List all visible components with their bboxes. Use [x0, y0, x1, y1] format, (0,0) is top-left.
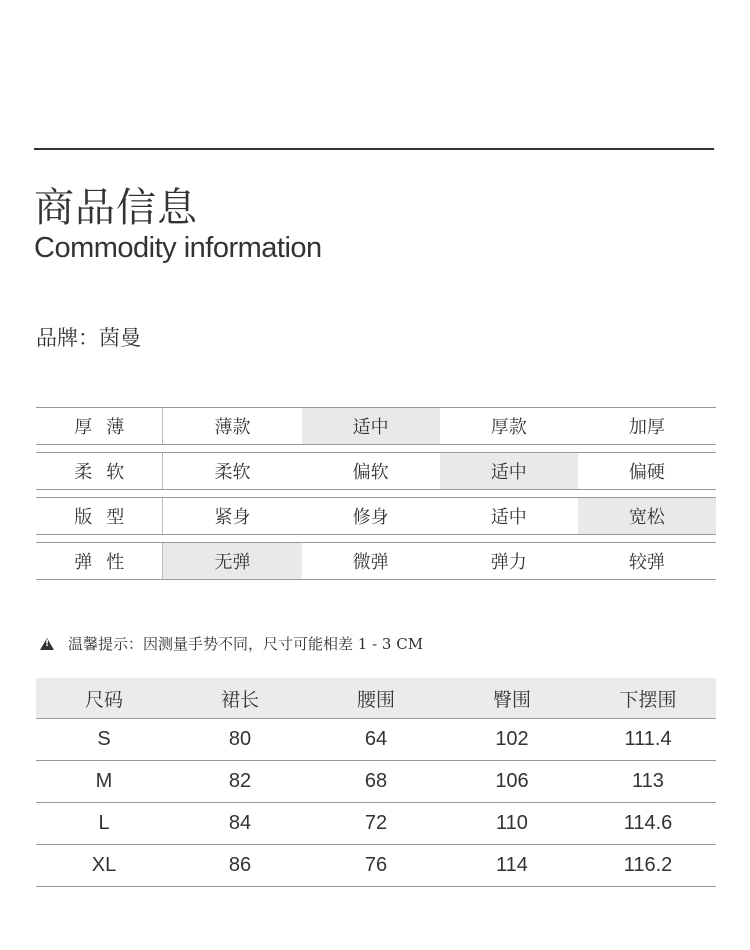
- attribute-option: 偏软: [352, 462, 389, 483]
- table-cell: 68: [308, 761, 444, 803]
- table-cell: 72: [308, 803, 444, 845]
- column-header: 裙长: [172, 678, 308, 719]
- table-cell: S: [36, 719, 172, 761]
- table-cell: 80: [172, 719, 308, 761]
- table-row: [36, 803, 716, 845]
- notice-text: 温馨提示：因测量手势不同，尺寸可能相差 1 - 3 CM: [68, 635, 424, 653]
- table-row: [36, 719, 716, 761]
- attribute-option: 适中: [490, 507, 527, 528]
- column-header: 尺码: [36, 678, 172, 719]
- table-cell: 64: [308, 719, 444, 761]
- attribute-option: 偏硬: [628, 462, 665, 483]
- attribute-option: 无弹: [163, 543, 301, 579]
- table-row: [36, 761, 716, 803]
- table-cell: 114.6: [580, 803, 716, 845]
- table-row: [36, 845, 716, 887]
- attribute-option: 修身: [352, 507, 389, 528]
- attribute-option: 宽松: [578, 498, 716, 534]
- table-cell: 86: [172, 845, 308, 887]
- table-cell: 84: [172, 803, 308, 845]
- attribute-label: 柔软: [36, 453, 163, 489]
- attribute-option: 薄款: [214, 417, 251, 438]
- table-cell: 106: [444, 761, 580, 803]
- table-cell: 110: [444, 803, 580, 845]
- attribute-option: 较弹: [628, 552, 665, 573]
- attribute-option: 适中: [440, 453, 578, 489]
- attribute-label: 厚薄: [36, 408, 163, 444]
- attribute-row-elasticity: [36, 542, 716, 580]
- attribute-option: 紧身: [214, 507, 251, 528]
- column-header: 腰围: [308, 678, 444, 719]
- size-table: [36, 678, 716, 887]
- brand-label: 品牌：茵曼: [36, 326, 141, 350]
- attribute-option: 弹力: [490, 552, 527, 573]
- attribute-option: 适中: [302, 408, 440, 444]
- table-cell: XL: [36, 845, 172, 887]
- table-cell: 113: [580, 761, 716, 803]
- attribute-option: 柔软: [214, 462, 251, 483]
- size-table-header-row: [36, 678, 716, 719]
- table-cell: 82: [172, 761, 308, 803]
- top-divider: [34, 148, 714, 150]
- attribute-row-thickness: [36, 407, 716, 445]
- attribute-table: [36, 407, 716, 580]
- table-cell: L: [36, 803, 172, 845]
- section-title-cn: 商品信息: [34, 185, 198, 231]
- table-cell: 111.4: [580, 719, 716, 761]
- attribute-label: 弹性: [36, 543, 163, 579]
- table-cell: 116.2: [580, 845, 716, 887]
- warning-icon: [40, 638, 54, 650]
- table-cell: M: [36, 761, 172, 803]
- attribute-option: 厚款: [490, 417, 527, 438]
- attribute-option: 微弹: [352, 552, 389, 573]
- measurement-notice: [40, 633, 423, 654]
- table-cell: 102: [444, 719, 580, 761]
- section-title-en: Commodity information: [34, 232, 322, 264]
- attribute-row-fit: [36, 497, 716, 535]
- table-cell: 76: [308, 845, 444, 887]
- attribute-row-softness: [36, 452, 716, 490]
- table-cell: 114: [444, 845, 580, 887]
- attribute-label: 版型: [36, 498, 163, 534]
- column-header: 臀围: [444, 678, 580, 719]
- attribute-option: 加厚: [628, 417, 665, 438]
- column-header: 下摆围: [580, 678, 716, 719]
